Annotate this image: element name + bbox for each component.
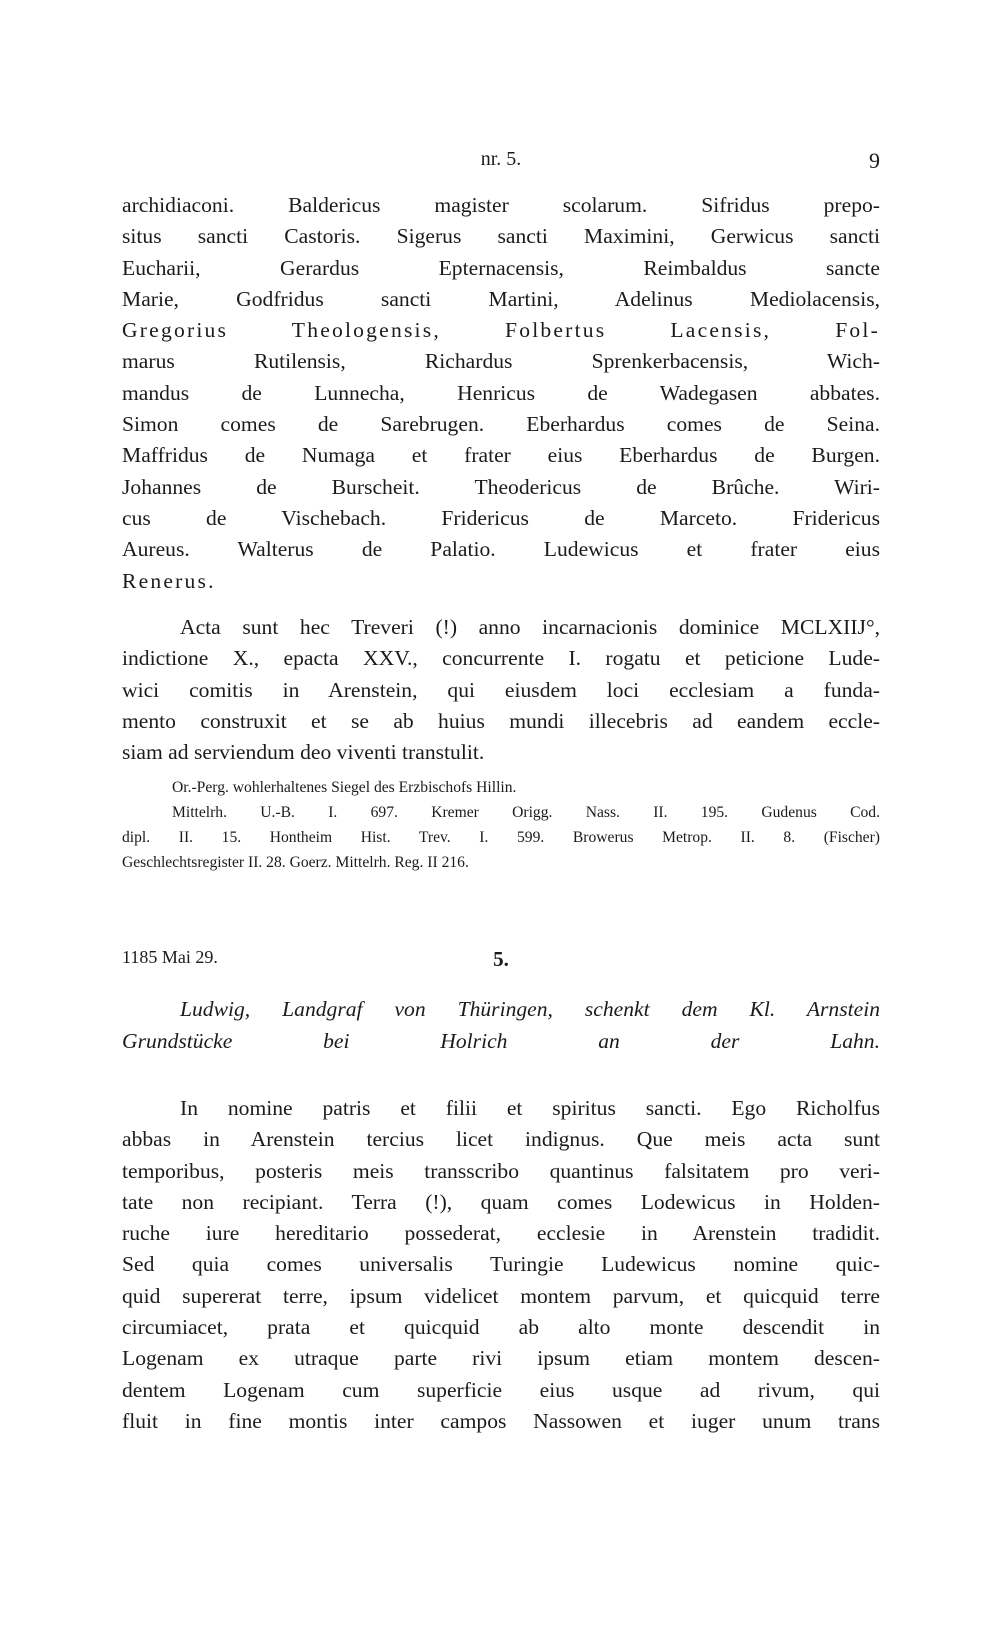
text-line: Johannes de Burscheit. Theodericus de Brûche. Wiri- <box>122 474 880 499</box>
text-line: Maffridus de Numaga et frater eius Eberhardus de Burgen. <box>122 443 880 468</box>
text-line: Aureus. Walterus de Palatio. Ludewicus et frater eius <box>122 537 880 562</box>
note-line: dipl. II. 15. Hontheim Hist. Trev. I. 599. Browerus Metrop. II. 8. (Fischer) <box>122 829 880 846</box>
text-line: Logenam ex utraque parte rivi ipsum etiam montem descen- <box>122 1346 880 1371</box>
document-number: 5. <box>493 947 509 971</box>
text-line: Marie, Godfridus sancti Martini, Adelinus Mediolacensis, <box>122 286 880 311</box>
text-line: dentem Logenam cum superficie eius usque ad rivum, qui <box>122 1377 880 1402</box>
text-line: abbas in Arenstein tercius licet indignus. Que meis acta sunt <box>122 1127 880 1152</box>
regest-summary <box>122 994 880 1057</box>
text-line: siam ad serviendum deo viventi transtulit. <box>122 740 485 765</box>
text-line: Eucharii, Gerardus Epternacensis, Reimbaldus sancte <box>122 255 880 280</box>
regest-line: Grundstücke bei Holrich an der Lahn. <box>122 1028 880 1053</box>
text-line: tate non recipiant. Terra (!), quam comes Lodewicus in Holden- <box>122 1189 880 1214</box>
text-line: indictione X., epacta XXV., concurrente I. rogatu et peticione Lude- <box>122 646 880 671</box>
note-line: Geschlechtsregister II. 28. Goerz. Mittelrh. Reg. II 216. <box>122 854 469 871</box>
text-line: archidiaconi. Baldericus magister scolarum. Sifridus prepo- <box>122 193 880 217</box>
text-line: cus de Vischebach. Fridericus de Marceto. Fridericus <box>122 505 880 530</box>
charter-text-paragraph <box>122 1093 880 1437</box>
regest-line: Ludwig, Landgraf von Thüringen, schenkt dem Kl. Arnstein <box>180 997 880 1021</box>
source-notes <box>122 775 880 875</box>
document-heading <box>122 947 880 977</box>
running-header <box>122 148 880 178</box>
note-line: Mittelrh. U.-B. I. 697. Kremer Origg. Nass. II. 195. Gudenus Cod. <box>172 804 880 821</box>
page-number: 9 <box>869 148 880 173</box>
text-line: marus Rutilensis, Richardus Sprenkerbacensis, Wich- <box>122 349 880 374</box>
text-line: In nomine patris et filii et spiritus sancti. Ego Richolfus <box>180 1096 880 1120</box>
text-line: mento construxit et se ab huius mundi illecebris ad eandem eccle- <box>122 708 880 733</box>
text-line: temporibus, posteris meis transscribo quantinus falsitatem pro veri- <box>122 1158 880 1183</box>
text-line: Gregorius Theologensis, Folbertus Lacensis, Fol- <box>122 318 880 343</box>
document-date: 1185 Mai 29. <box>122 947 218 967</box>
running-title: nr. 5. <box>480 148 522 170</box>
text-line: wici comitis in Arenstein, qui eiusdem loci ecclesiam a funda- <box>122 677 880 702</box>
text-line: Acta sunt hec Treveri (!) anno incarnacionis dominice MCLXIIJ°, <box>180 615 880 639</box>
note-line: Or.-Perg. wohlerhaltenes Siegel des Erzbischofs Hillin. <box>172 779 517 796</box>
dating-clause-paragraph <box>122 612 880 768</box>
text-line: Simon comes de Sarebrugen. Eberhardus comes de Seina. <box>122 412 880 437</box>
text-line: fluit in fine montis inter campos Nassowen et iuger unum trans <box>122 1408 880 1433</box>
text-line: quid supererat terre, ipsum videlicet montem parvum, et quicquid terre <box>122 1283 880 1308</box>
text-line: Renerus. <box>122 568 216 593</box>
text-line: situs sancti Castoris. Sigerus sancti Maximini, Gerwicus sancti <box>122 224 880 249</box>
text-line: Sed quia comes universalis Turingie Ludewicus nomine quic- <box>122 1252 880 1277</box>
witness-list-paragraph <box>122 190 880 597</box>
text-line: circumiacet, prata et quicquid ab alto monte descendit in <box>122 1315 880 1340</box>
text-line: ruche iure hereditario possederat, ecclesie in Arenstein tradidit. <box>122 1221 880 1246</box>
text-line: mandus de Lunnecha, Henricus de Wadegasen abbates. <box>122 380 880 405</box>
